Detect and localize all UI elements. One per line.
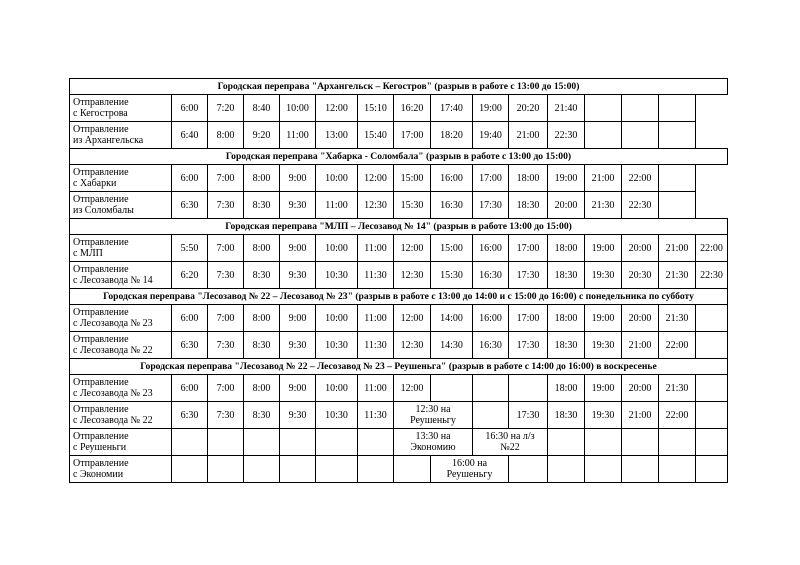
time-cell <box>358 429 394 456</box>
time-cell: 17:30 <box>509 402 548 429</box>
schedule-row <box>70 235 728 262</box>
time-cell <box>659 165 696 192</box>
time-cell: 8:00 <box>208 122 244 149</box>
time-cell: 8:00 <box>244 165 280 192</box>
time-cell <box>696 375 728 402</box>
route-note-line: 16:30 на л/з <box>485 431 535 442</box>
time-cell: 22:30 <box>696 262 728 289</box>
time-cell: 15:40 <box>358 122 394 149</box>
time-cell: 16:20 <box>394 95 431 122</box>
time-cell: 8:00 <box>244 305 280 332</box>
row-label <box>70 375 172 402</box>
time-cell: 18:00 <box>548 235 585 262</box>
ferry-schedule-table <box>69 78 728 483</box>
time-cell: 18:30 <box>548 402 585 429</box>
time-cell: 20:00 <box>622 305 659 332</box>
schedule-row <box>70 375 728 402</box>
time-cell: 12:00 <box>316 95 358 122</box>
time-cell: 15:10 <box>358 95 394 122</box>
schedule-row <box>70 122 728 149</box>
time-cell: 11:00 <box>358 305 394 332</box>
time-cell: 22:00 <box>622 165 659 192</box>
time-cell: 10:00 <box>316 165 358 192</box>
time-cell: 19:00 <box>585 305 622 332</box>
time-cell: 21:00 <box>659 235 696 262</box>
time-cell: 10:00 <box>316 305 358 332</box>
time-cell: 20:00 <box>548 192 585 219</box>
time-cell: 12:30 <box>394 262 431 289</box>
label-origin: с Реушеньги <box>73 442 127 453</box>
time-cell <box>696 332 728 359</box>
time-cell: 14:00 <box>431 305 473 332</box>
time-cell: 13:00 <box>316 122 358 149</box>
time-cell: 18:00 <box>548 375 585 402</box>
section-title: Городская переправа "Хабарка - Соломбала" (разрыв в работе с 13:00 до 15:00) <box>70 149 728 165</box>
row-label <box>70 192 172 219</box>
schedule-row <box>70 262 728 289</box>
row-label <box>70 235 172 262</box>
label-origin: с Экономии <box>73 469 124 480</box>
label-departure: Отправление <box>73 167 129 178</box>
time-cell <box>622 429 659 456</box>
time-cell: 9:00 <box>280 305 316 332</box>
route-note <box>485 431 534 453</box>
schedule-row <box>70 402 728 429</box>
row-label <box>70 456 172 483</box>
time-cell: 17:00 <box>509 305 548 332</box>
time-cell: 19:30 <box>585 402 622 429</box>
time-cell: 11:00 <box>316 192 358 219</box>
route-note <box>410 404 456 426</box>
time-cell: 10:30 <box>316 332 358 359</box>
time-cell <box>208 456 244 483</box>
time-cell <box>509 375 548 402</box>
section-header-row <box>70 289 728 305</box>
time-cell: 21:00 <box>509 122 548 149</box>
time-cell: 7:00 <box>208 375 244 402</box>
time-cell <box>585 429 622 456</box>
time-cell: 12:00 <box>394 305 431 332</box>
time-cell: 9:00 <box>280 165 316 192</box>
time-cell: 17:00 <box>473 165 509 192</box>
time-cell: 6:30 <box>172 332 208 359</box>
route-note-line: 16:00 на <box>451 458 488 469</box>
time-cell: 21:30 <box>659 375 696 402</box>
time-cell: 7:00 <box>208 305 244 332</box>
time-cell: 6:00 <box>172 95 208 122</box>
time-cell: 8:00 <box>244 235 280 262</box>
time-cell: 18:20 <box>431 122 473 149</box>
time-cell: 20:00 <box>622 235 659 262</box>
label-origin: с Хабарки <box>73 178 117 189</box>
time-cell: 7:00 <box>208 235 244 262</box>
time-cell: 18:30 <box>548 262 585 289</box>
time-cell: 21:00 <box>622 332 659 359</box>
time-cell: 12:30 <box>394 332 431 359</box>
time-cell: 21:00 <box>622 402 659 429</box>
time-cell: 20:00 <box>622 375 659 402</box>
time-cell <box>244 429 280 456</box>
row-label <box>70 305 172 332</box>
time-cell <box>280 429 316 456</box>
route-note-line: 13:30 на <box>415 431 451 442</box>
time-cell <box>208 429 244 456</box>
label-origin: из Соломбалы <box>73 205 134 216</box>
time-cell: 7:30 <box>208 332 244 359</box>
section-title: Городская переправа "Лесозавод № 22 – Лесозавод № 23 – Реушеньга" (разрыв в работе с 14:00 до 16:00) в воскресенье <box>70 359 728 375</box>
route-note-line: Экономию <box>410 442 456 453</box>
time-cell: 8:30 <box>244 402 280 429</box>
time-cell: 17:40 <box>431 95 473 122</box>
time-cell: 9:30 <box>280 332 316 359</box>
time-cell: 7:30 <box>208 192 244 219</box>
row-label <box>70 122 172 149</box>
time-cell: 16:00 <box>473 305 509 332</box>
label-origin: с Лесозавода № 23 <box>73 388 153 399</box>
label-origin: с Лесозавода № 14 <box>73 275 153 286</box>
time-cell: 15:30 <box>394 192 431 219</box>
label-departure: Отправление <box>73 307 129 318</box>
time-cell: 16:00 <box>473 235 509 262</box>
time-cell: 9:00 <box>280 235 316 262</box>
label-departure: Отправление <box>73 334 129 345</box>
time-cell: 5:50 <box>172 235 208 262</box>
section-header-row <box>70 79 728 95</box>
time-cell: 7:20 <box>208 95 244 122</box>
time-cell <box>316 429 358 456</box>
row-label <box>70 95 172 122</box>
route-note-line: №22 <box>500 442 520 453</box>
time-cell: 18:00 <box>509 165 548 192</box>
route-note-line: Реушеньгу <box>446 469 493 480</box>
time-cell: 21:30 <box>585 192 622 219</box>
row-label <box>70 429 172 456</box>
time-cell <box>394 456 431 483</box>
time-cell: 12:00 <box>358 165 394 192</box>
time-cell <box>659 429 696 456</box>
route-note-line: 12:30 на <box>415 404 451 415</box>
time-cell: 6:40 <box>172 122 208 149</box>
time-cell <box>659 122 696 149</box>
time-cell: 22:30 <box>548 122 585 149</box>
time-cell: 9:00 <box>280 375 316 402</box>
time-cell <box>172 456 208 483</box>
time-cell <box>585 95 622 122</box>
time-cell: 12:00 <box>394 375 431 402</box>
time-cell: 14:30 <box>431 332 473 359</box>
label-origin: с МЛП <box>73 248 103 259</box>
time-cell <box>172 429 208 456</box>
time-cell: 9:30 <box>280 402 316 429</box>
note-cell <box>473 429 548 456</box>
time-cell <box>622 456 659 483</box>
route-note <box>410 431 455 453</box>
time-cell: 17:30 <box>473 192 509 219</box>
time-cell: 8:30 <box>244 262 280 289</box>
time-cell <box>358 456 394 483</box>
time-cell: 19:40 <box>473 122 509 149</box>
section-header-row <box>70 149 728 165</box>
time-cell: 8:40 <box>244 95 280 122</box>
time-cell: 7:00 <box>208 165 244 192</box>
time-cell: 19:00 <box>585 375 622 402</box>
time-cell: 6:00 <box>172 375 208 402</box>
time-cell: 11:00 <box>358 375 394 402</box>
time-cell: 19:00 <box>548 165 585 192</box>
label-origin: с Лесозавода № 22 <box>73 345 153 356</box>
time-cell: 21:30 <box>659 305 696 332</box>
route-note <box>447 458 493 480</box>
label-origin: с Кегострова <box>73 108 128 119</box>
time-cell <box>585 456 622 483</box>
schedule-row <box>70 429 728 456</box>
time-cell <box>585 122 622 149</box>
time-cell <box>316 456 358 483</box>
time-cell: 9:30 <box>280 192 316 219</box>
section-header-row <box>70 359 728 375</box>
time-cell: 6:30 <box>172 192 208 219</box>
label-departure: Отправление <box>73 97 129 108</box>
schedule-row <box>70 165 728 192</box>
time-cell: 8:30 <box>244 192 280 219</box>
time-cell: 6:00 <box>172 165 208 192</box>
note-cell <box>431 456 509 483</box>
time-cell: 12:00 <box>394 235 431 262</box>
section-title: Городская переправа "Архангельск – Кегостров" (разрыв в работе с 13:00 до 15:00) <box>70 79 728 95</box>
time-cell: 8:30 <box>244 332 280 359</box>
time-cell: 18:30 <box>509 192 548 219</box>
time-cell: 17:30 <box>509 262 548 289</box>
time-cell <box>431 375 473 402</box>
schedule-row <box>70 305 728 332</box>
time-cell <box>548 429 585 456</box>
time-cell: 19:30 <box>585 262 622 289</box>
time-cell: 18:30 <box>548 332 585 359</box>
label-departure: Отправление <box>73 194 129 205</box>
time-cell: 7:30 <box>208 402 244 429</box>
time-cell: 10:30 <box>316 402 358 429</box>
section-title: Городская переправа "МЛП – Лесозавод № 14" (разрыв в работе 13:00 до 15:00) <box>70 219 728 235</box>
time-cell: 16:00 <box>431 165 473 192</box>
time-cell <box>696 456 728 483</box>
schedule-row <box>70 332 728 359</box>
time-cell: 10:00 <box>316 235 358 262</box>
time-cell <box>659 192 696 219</box>
label-origin: с Лесозавода № 23 <box>73 318 153 329</box>
label-origin: из Архангельска <box>73 135 144 146</box>
time-cell <box>280 456 316 483</box>
time-cell <box>473 375 509 402</box>
row-label <box>70 165 172 192</box>
time-cell: 21:40 <box>548 95 585 122</box>
time-cell: 11:00 <box>280 122 316 149</box>
time-cell: 10:00 <box>280 95 316 122</box>
time-cell: 15:00 <box>394 165 431 192</box>
time-cell: 9:20 <box>244 122 280 149</box>
row-label <box>70 262 172 289</box>
label-origin: с Лесозавода № 22 <box>73 415 153 426</box>
label-departure: Отправление <box>73 124 129 135</box>
label-departure: Отправление <box>73 237 129 248</box>
time-cell: 20:30 <box>622 262 659 289</box>
time-cell: 19:00 <box>473 95 509 122</box>
time-cell: 16:30 <box>473 332 509 359</box>
time-cell: 10:00 <box>316 375 358 402</box>
time-cell: 19:30 <box>585 332 622 359</box>
time-cell <box>244 456 280 483</box>
time-cell: 17:00 <box>394 122 431 149</box>
time-cell <box>659 95 696 122</box>
label-departure: Отправление <box>73 431 129 442</box>
time-cell <box>696 305 728 332</box>
time-cell <box>659 456 696 483</box>
time-cell: 11:30 <box>358 332 394 359</box>
section-title: Городская переправа "Лесозавод № 22 – Лесозавод № 23" (разрыв в работе с 13:00 до 14:00 и с 15:00 до 16:00) с понедельника по субботу <box>70 289 728 305</box>
time-cell <box>509 456 548 483</box>
time-cell: 9:30 <box>280 262 316 289</box>
label-departure: Отправление <box>73 264 129 275</box>
time-cell <box>622 95 659 122</box>
time-cell: 22:30 <box>622 192 659 219</box>
time-cell: 22:00 <box>696 235 728 262</box>
time-cell: 21:30 <box>659 262 696 289</box>
time-cell: 21:00 <box>585 165 622 192</box>
time-cell: 10:30 <box>316 262 358 289</box>
time-cell <box>548 456 585 483</box>
time-cell <box>696 429 728 456</box>
time-cell <box>473 402 509 429</box>
route-note-line: Реушеньгу <box>410 415 456 426</box>
time-cell: 6:20 <box>172 262 208 289</box>
label-departure: Отправление <box>73 458 129 469</box>
time-cell: 20:20 <box>509 95 548 122</box>
time-cell: 7:30 <box>208 262 244 289</box>
time-cell: 17:30 <box>509 332 548 359</box>
time-cell: 22:00 <box>659 332 696 359</box>
time-cell: 16:30 <box>431 192 473 219</box>
schedule-row <box>70 95 728 122</box>
note-cell <box>394 402 473 429</box>
note-cell <box>394 429 473 456</box>
label-departure: Отправление <box>73 404 129 415</box>
schedule-row <box>70 456 728 483</box>
section-header-row <box>70 219 728 235</box>
time-cell <box>622 122 659 149</box>
time-cell: 6:30 <box>172 402 208 429</box>
time-cell: 18:00 <box>548 305 585 332</box>
time-cell: 8:00 <box>244 375 280 402</box>
time-cell: 6:00 <box>172 305 208 332</box>
row-label <box>70 332 172 359</box>
time-cell: 15:00 <box>431 235 473 262</box>
time-cell: 11:30 <box>358 262 394 289</box>
time-cell: 15:30 <box>431 262 473 289</box>
time-cell <box>696 402 728 429</box>
label-departure: Отправление <box>73 377 129 388</box>
time-cell: 19:00 <box>585 235 622 262</box>
schedule-row <box>70 192 728 219</box>
time-cell: 11:00 <box>358 235 394 262</box>
time-cell: 17:00 <box>509 235 548 262</box>
time-cell: 16:30 <box>473 262 509 289</box>
row-label <box>70 402 172 429</box>
time-cell: 11:30 <box>358 402 394 429</box>
time-cell: 12:30 <box>358 192 394 219</box>
time-cell: 22:00 <box>659 402 696 429</box>
